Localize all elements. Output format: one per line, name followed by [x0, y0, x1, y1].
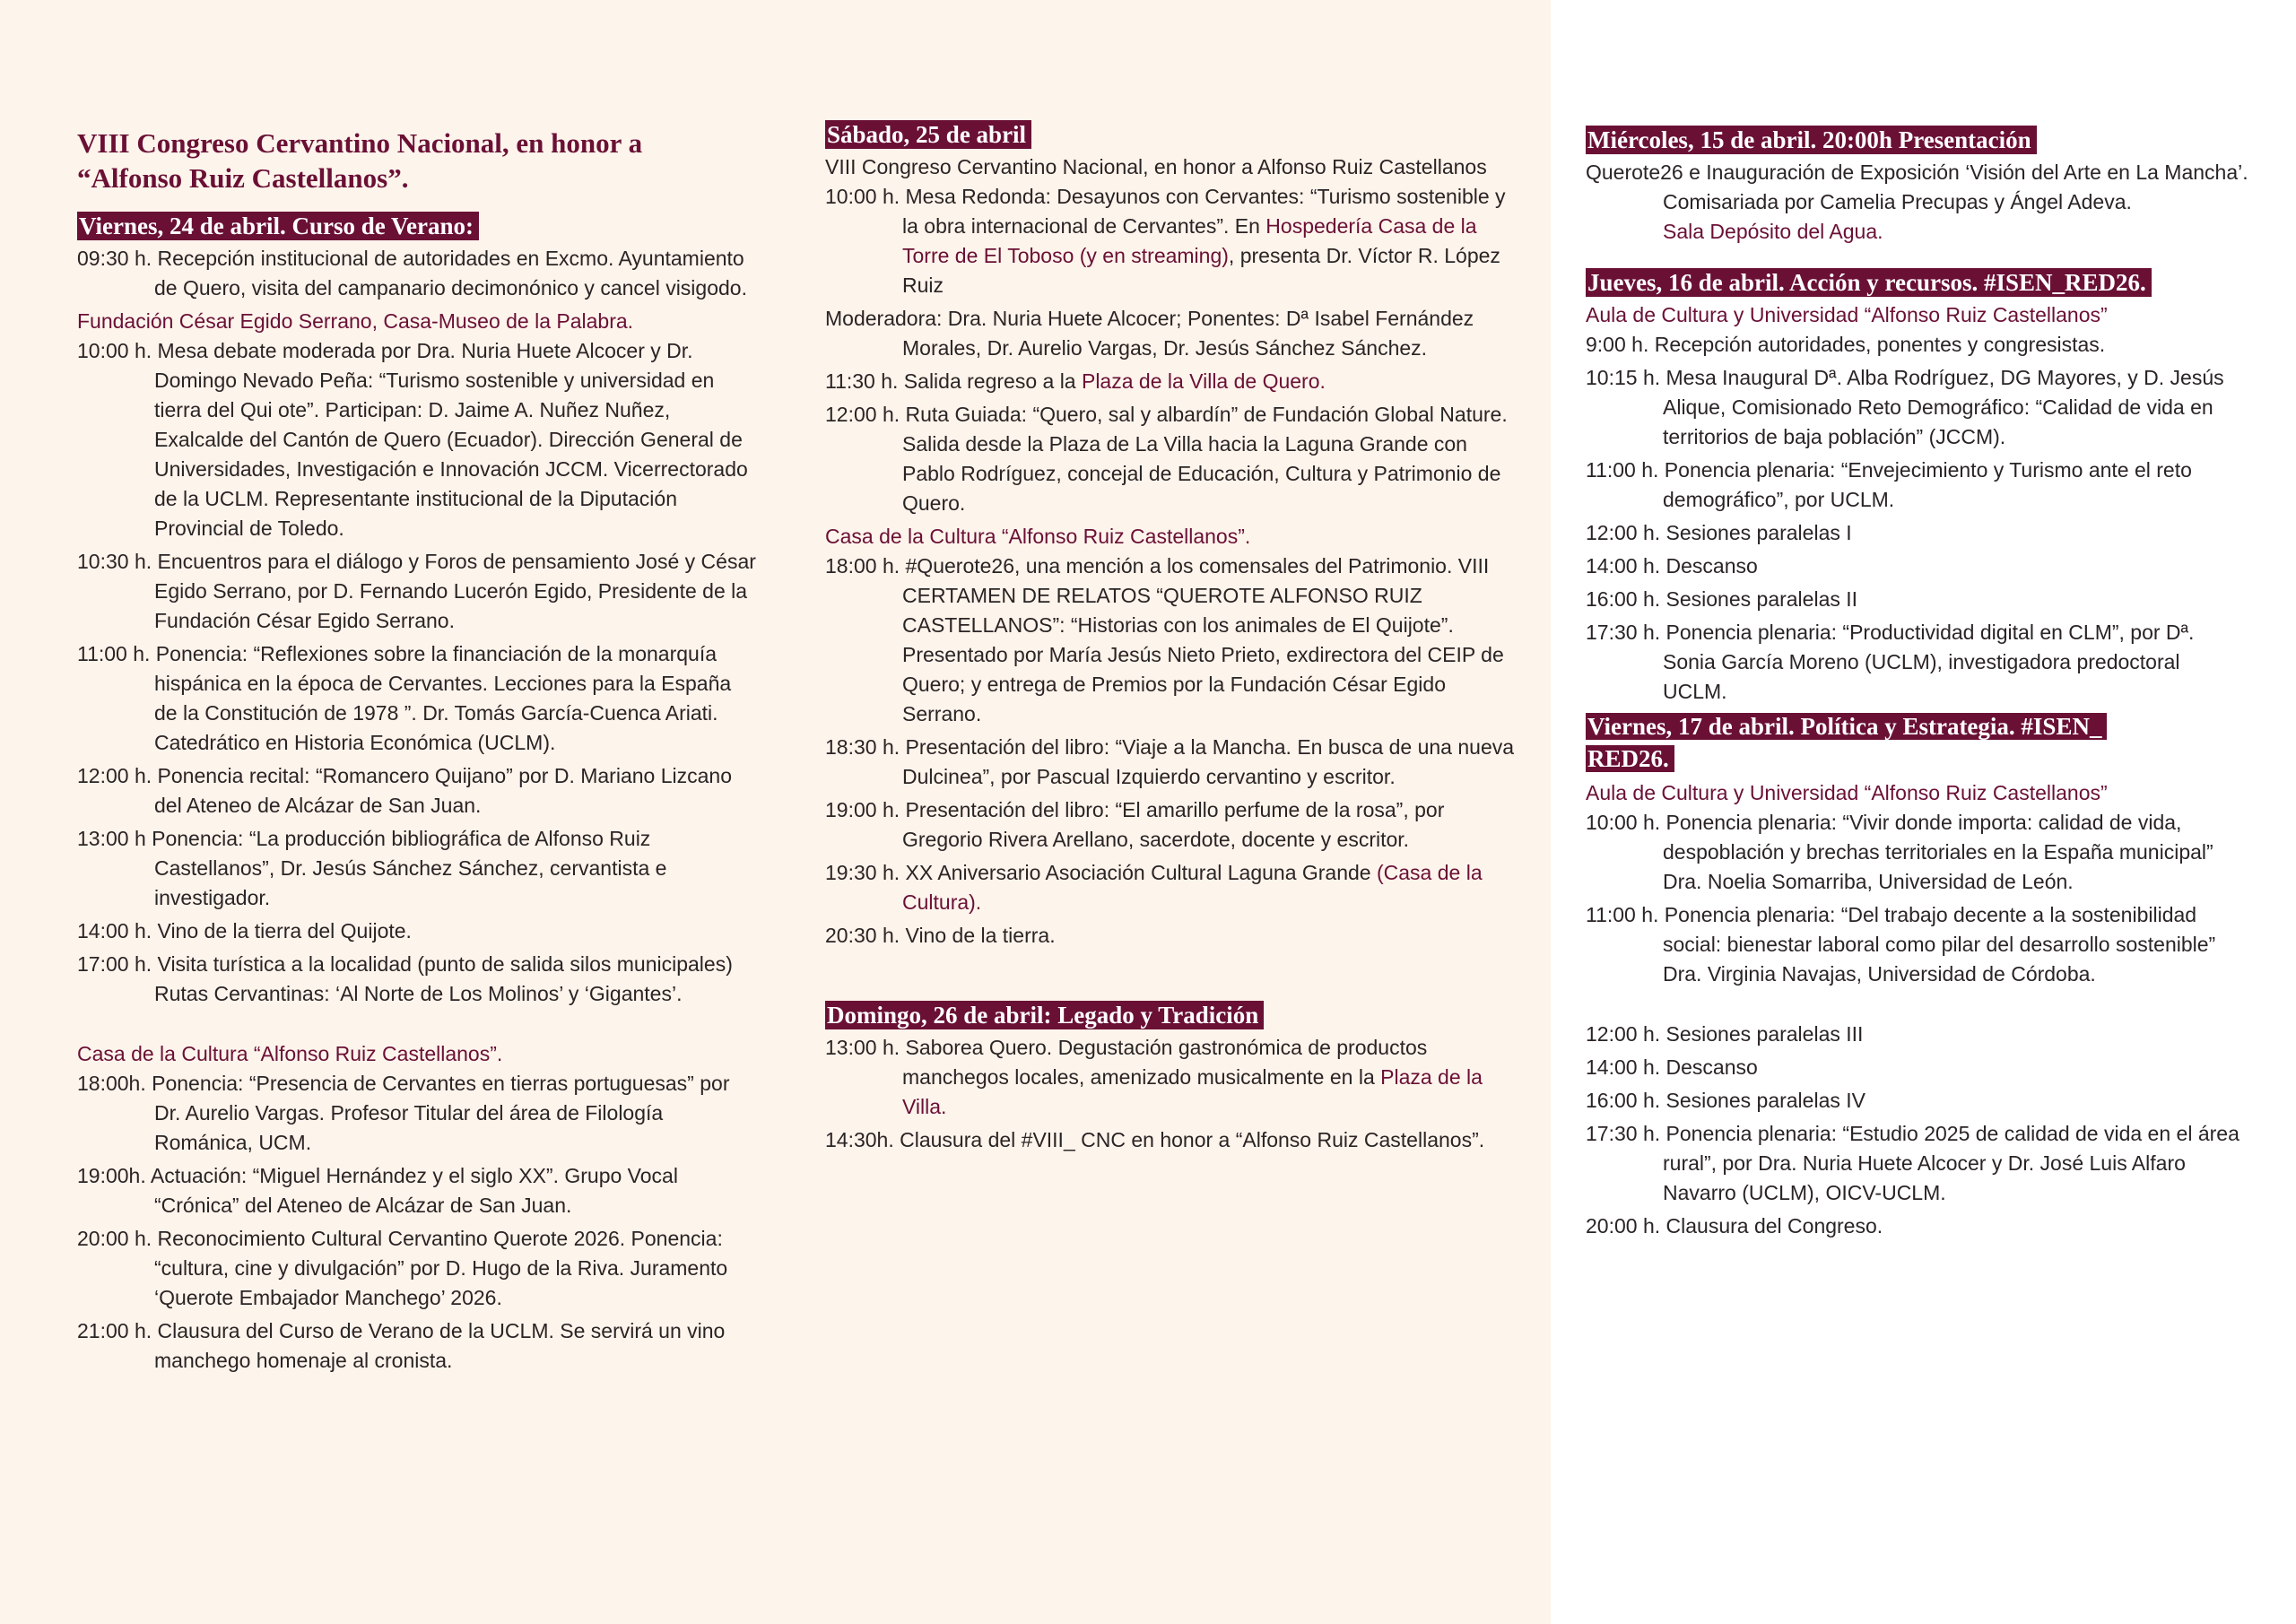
schedule-entry: 14:30h. Clausura del #VIII_ CNC en honor a “Alfonso Ruiz Castellanos”.	[825, 1128, 1485, 1151]
schedule-entry: 20:00 h. Reconocimiento Cultural Cervantino Querote 2026. Ponencia: “cultura, cine y divulgación” por D. Hugo de la Riva. Juramento ‘Querote Embajador Manchego’ 2026.	[77, 1227, 728, 1309]
venue-label: Aula de Cultura y Universidad “Alfonso Ruiz Castellanos”	[1586, 303, 2108, 326]
schedule-entry: 14:00 h. Descanso	[1586, 554, 1758, 578]
schedule-entry: 9:00 h. Recepción autoridades, ponentes y congresistas.	[1586, 333, 2106, 356]
congress-title: VIII Congreso Cervantino Nacional, en honor a “Alfonso Ruiz Castellanos”.	[77, 127, 643, 194]
schedule-entry: 12:00 h. Ponencia recital: “Romancero Quijano” por D. Mariano Lizcano del Ateneo de Alcázar de San Juan.	[77, 764, 732, 817]
schedule-entry: 12:00 h. Ruta Guiada: “Quero, sal y albardín” de Fundación Global Nature. Salida desde la Plaza de La Villa hacia la Laguna Grande con Pablo Rodríguez, concejal de Educación, Cultura y Patrimonio de Quero.	[825, 403, 1508, 515]
schedule-entry: 17:30 h. Ponencia plenaria: “Productividad digital en CLM”, por Dª. Sonia García Moreno (UCLM), investigadora predoctoral UCLM.	[1586, 621, 2195, 703]
schedule-entry: 19:00h. Actuación: “Miguel Hernández y el siglo XX”. Grupo Vocal “Crónica” del Ateneo de Alcázar de San Juan.	[77, 1164, 678, 1217]
schedule-entry: 11:00 h. Ponencia plenaria: “Del trabajo decente a la sostenibilidad social: bienestar laboral como pilar del desarrollo sostenible” Dra. Virginia Navajas, Universidad de Córdoba.	[1586, 903, 2216, 986]
venue-inline: Hospedería Casa de la Torre de El Toboso (y en streaming)	[902, 214, 1477, 267]
schedule-entry: 11:30 h. Salida regreso a la Plaza de la Villa de Quero.	[825, 369, 1326, 393]
schedule-entry: 21:00 h. Clausura del Curso de Verano de la UCLM. Se servirá un vino manchego homenaje al cronista.	[77, 1319, 726, 1372]
schedule-entry: Querote26 e Inauguración de Exposición ‘Visión del Arte en La Mancha’. Comisariada por Camelia Precupas y Ángel Adeva. Sala Depósito del Agua.	[1586, 161, 2248, 243]
day-header-miercoles-15: Miércoles, 15 de abril. 20:00h Presentación	[1586, 126, 2037, 154]
schedule-entry: 10:30 h. Encuentros para el diálogo y Foros de pensamiento José y César Egido Serrano, por D. Fernando Lucerón Egido, Presidente de la Fundación César Egido Serrano.	[77, 550, 756, 632]
day-header-jueves-16: Jueves, 16 de abril. Acción y recursos. #ISEN_RED26.	[1586, 268, 2152, 297]
schedule-entry: 18:00 h. #Querote26, una mención a los comensales del Patrimonio. VIII CERTAMEN DE RELATOS “QUEROTE ALFONSO RUIZ CASTELLANOS”: “Historias con los animales de El Quijote”. Presentado por María Jesús Nieto Prieto, exdirectora del CEIP de Quero; y entrega de Premios por la Fundación César Egido Serrano.	[825, 554, 1504, 725]
venue-inline: (Casa de la Cultura).	[902, 861, 1483, 914]
schedule-entry: 16:00 h. Sesiones paralelas II	[1586, 587, 1858, 611]
schedule-entry: 10:00 h. Mesa Redonda: Desayunos con Cervantes: “Turismo sostenible y la obra internacional de Cervantes”. En Hospedería Casa de la Torre de El Toboso (y en streaming), presenta Dr. Víctor R. López Ruiz	[825, 185, 1506, 297]
day-header-domingo-26: Domingo, 26 de abril: Legado y Tradición	[825, 1001, 1264, 1029]
schedule-entry: 14:00 h. Vino de la tierra del Quijote.	[77, 919, 412, 942]
schedule-entry: 10:15 h. Mesa Inaugural Dª. Alba Rodríguez, DG Mayores, y D. Jesús Alique, Comisionado Reto Demográfico: “Calidad de vida en territorios de baja población” (JCCM).	[1586, 366, 2224, 448]
schedule-entry: 13:00 h Ponencia: “La producción bibliográfica de Alfonso Ruiz Castellanos”, Dr. Jesús Sánchez Sánchez, cervantista e investigador.	[77, 827, 667, 909]
schedule-entry: 10:00 h. Mesa debate moderada por Dra. Nuria Huete Alcocer y Dr. Domingo Nevado Peña: “Turismo sostenible y universidad en tierra del Qui ote”. Participan: D. Jaime A. Nuñez Nuñez, Exalcalde del Cantón de Quero (Ecuador). Dirección General de Universidades, Investigación e Innovación JCCM. Vicerrectorado de la UCLM. Representante institucional de la Diputación Provincial de Toledo.	[77, 339, 748, 540]
column-viernes-24	[77, 126, 759, 1379]
venue-label: Aula de Cultura y Universidad “Alfonso Ruiz Castellanos”	[1586, 781, 2108, 804]
day-header-viernes-24: Viernes, 24 de abril. Curso de Verano:	[77, 212, 479, 240]
day-header-sabado-25: Sábado, 25 de abril	[825, 120, 1031, 149]
schedule-entry: 17:30 h. Ponencia plenaria: “Estudio 2025 de calidad de vida en el área rural”, por Dra. Nuria Huete Alcocer y Dr. José Luis Alfaro Navarro (UCLM), OICV-UCLM.	[1586, 1122, 2239, 1204]
day-subtitle: VIII Congreso Cervantino Nacional, en honor a Alfonso Ruiz Castellanos	[825, 155, 1487, 178]
venue-label: Fundación César Egido Serrano, Casa-Museo de la Palabra.	[77, 309, 634, 333]
schedule-entry: 11:00 h. Ponencia: “Reflexiones sobre la financiación de la monarquía hispánica en la época de Cervantes. Lecciones para la España de la Constitución de 1978 ”. Dr. Tomás García-Cuenca Ariati. Catedrático en Historia Económica (UCLM).	[77, 642, 732, 754]
venue-inline: Sala Depósito del Agua.	[1663, 220, 1883, 243]
schedule-entry: 12:00 h. Sesiones paralelas III	[1586, 1022, 1864, 1046]
venue-label: Casa de la Cultura “Alfonso Ruiz Castellanos”.	[77, 1042, 503, 1065]
schedule-entry: 16:00 h. Sesiones paralelas IV	[1586, 1089, 1866, 1112]
venue-inline: Plaza de la Villa.	[902, 1065, 1483, 1118]
schedule-entry: 14:00 h. Descanso	[1586, 1055, 1758, 1079]
schedule-entry: 19:30 h. XX Aniversario Asociación Cultural Laguna Grande (Casa de la Cultura).	[825, 861, 1483, 914]
schedule-entry: 13:00 h. Saborea Quero. Degustación gastronómica de productos manchegos locales, amenizado musicalmente en la Plaza de la Villa.	[825, 1036, 1483, 1118]
schedule-entry: 20:30 h. Vino de la tierra.	[825, 924, 1056, 947]
schedule-entry: 11:00 h. Ponencia plenaria: “Envejecimiento y Turismo ante el reto demográfico”, por UCLM.	[1586, 458, 2192, 511]
schedule-entry: 10:00 h. Ponencia plenaria: “Vivir donde importa: calidad de vida, despoblación y brechas territoriales en la España municipal” Dra. Noelia Somarriba, Universidad de León.	[1586, 811, 2213, 893]
venue-label: Casa de la Cultura “Alfonso Ruiz Castellanos”.	[825, 525, 1251, 548]
schedule-entry: Moderadora: Dra. Nuria Huete Alcocer; Ponentes: Dª Isabel Fernández Morales, Dr. Aurelio Vargas, Dr. Jesús Sánchez Sánchez.	[825, 307, 1474, 360]
schedule-entry: 18:30 h. Presentación del libro: “Viaje a la Mancha. En busca de una nueva Dulcinea”, por Pascual Izquierdo cervantino y escritor.	[825, 735, 1515, 788]
schedule-entry: 20:00 h. Clausura del Congreso.	[1586, 1214, 1883, 1238]
day-header-viernes-17: Viernes, 17 de abril. Política y Estrategia. #ISEN_ RED26.	[1586, 713, 2107, 772]
schedule-entry: 17:00 h. Visita turística a la localidad (punto de salida silos municipales) Rutas Cervantinas: ‘Al Norte de Los Molinos’ y ‘Gigantes’.	[77, 952, 733, 1005]
schedule-entry: 19:00 h. Presentación del libro: “El amarillo perfume de la rosa”, por Gregorio Rivera Arellano, sacerdote, docente y escritor.	[825, 798, 1445, 851]
column-sabado-domingo	[825, 120, 1525, 1159]
schedule-entry: 09:30 h. Recepción institucional de autoridades en Excmo. Ayuntamiento de Quero, visita del campanario decimonónico y cancel visigodo.	[77, 247, 747, 300]
column-pre-congress	[1586, 126, 2249, 1245]
schedule-entry: 18:00h. Ponencia: “Presencia de Cervantes en tierras portuguesas” por Dr. Aurelio Vargas. Profesor Titular del área de Filología Románica, UCM.	[77, 1072, 730, 1154]
schedule-entry: 12:00 h. Sesiones paralelas I	[1586, 521, 1852, 544]
venue-inline: Plaza de la Villa de Quero.	[1081, 369, 1326, 393]
